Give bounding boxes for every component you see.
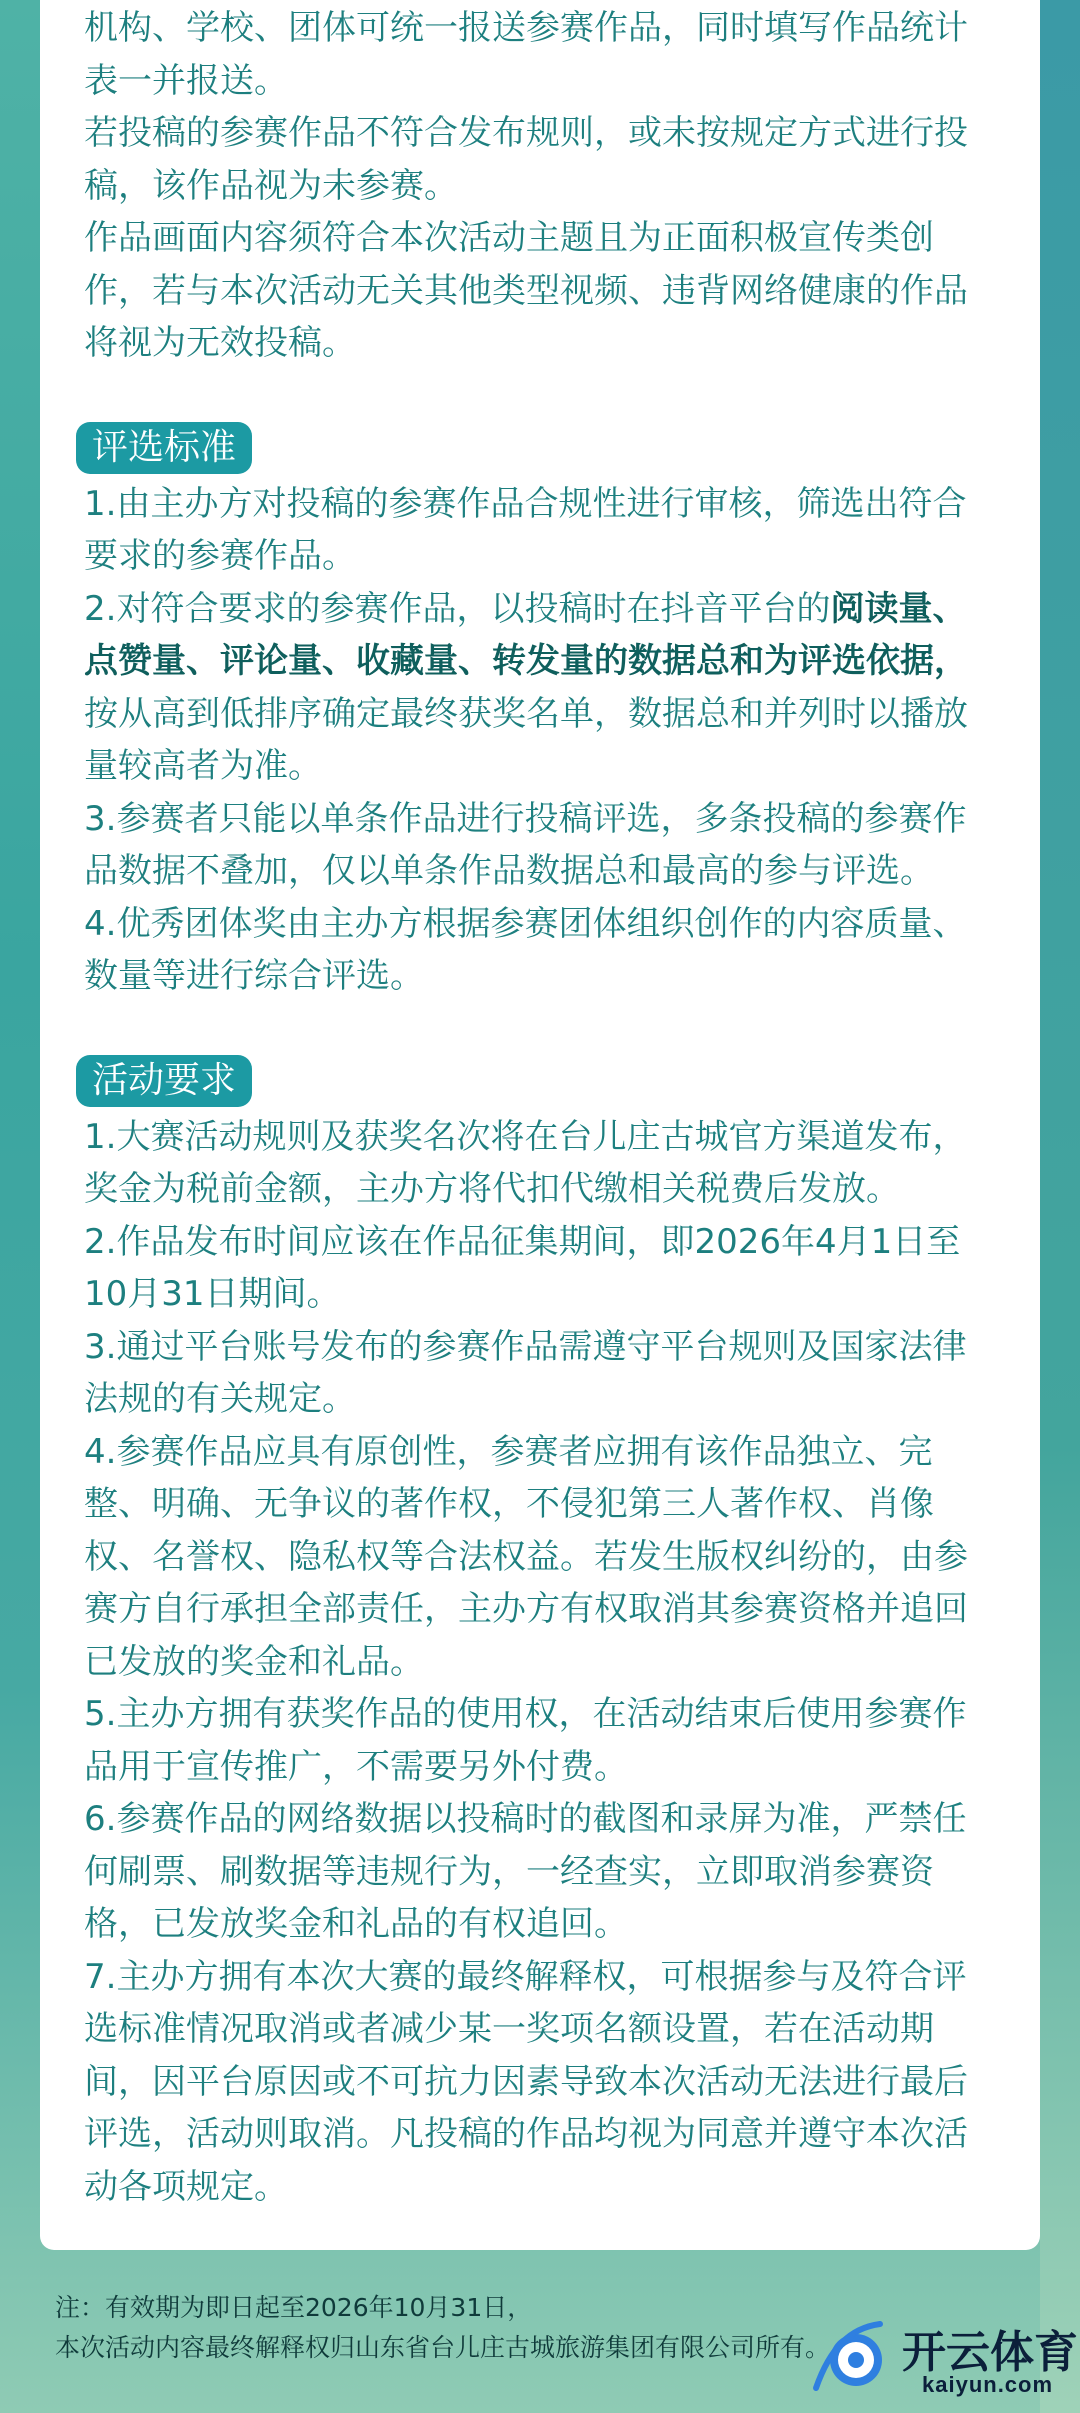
requirements-heading: 活动要求 (76, 1055, 252, 1107)
requirement-item: 5.主办方拥有获奖作品的使用权，在活动结束后使用参赛作品用于宣传推广，不需要另外付费。 (84, 1694, 967, 1787)
criteria-item (84, 583, 996, 793)
criteria-item: 1.由主办方对投稿的参赛作品合规性进行审核，筛选出符合要求的参赛作品。 (84, 483, 967, 576)
footer-validity: 注：有效期为即日起至2026年10月31日， (55, 2293, 533, 2322)
intro-paragraph: 作品画面内容须符合本次活动主题且为正面积极宣传类创作，若与本次活动无关其他类型视频、违背网络健康的作品将视为无效投稿。 (84, 218, 968, 363)
requirement-item: 3.通过平台账号发布的参赛作品需遵守平台规则及国家法律法规的有关规定。 (84, 1326, 967, 1419)
criteria-item-text: 按从高到低排序确定最终获奖名单，数据总和并列时以播放量较高者为准。 (84, 693, 968, 786)
criteria-item: 3.参赛者只能以单条作品进行投稿评选，多条投稿的参赛作品数据不叠加，仅以单条作品数据总和最高的参与评选。 (84, 798, 967, 891)
footer-note (55, 2288, 830, 2368)
intro-paragraph: 机构、学校、团体可统一报送参赛作品，同时填写作品统计表一并报送。 (84, 8, 968, 101)
background-edge (1040, 0, 1080, 2413)
intro-paragraph: 若投稿的参赛作品不符合发布规则，或未按规定方式进行投稿，该作品视为未参赛。 (84, 113, 968, 206)
requirement-item: 4.参赛作品应具有原创性，参赛者应拥有该作品独立、完整、明确、无争议的著作权，不侵犯第三人著作权、肖像权、名誉权、隐私权等合法权益。若发生版权纠纷的，由参赛方自行承担全部责任，主办方有权取消其参赛资格并追回已发放的奖金和礼品。 (84, 1431, 968, 1682)
requirement-item: 6.参赛作品的网络数据以投稿时的截图和录屏为准，严禁任何刷票、刷数据等违规行为，一经查实，立即取消参赛资格，已发放奖金和礼品的有权追回。 (84, 1799, 967, 1944)
requirement-item: 7.主办方拥有本次大赛的最终解释权，可根据参与及符合评选标准情况取消或者减少某一奖项名额设置，若在活动期间，因平台原因或不可抗力因素导致本次活动无法进行最后评选，活动则取消。凡投稿的作品均视为同意并遵守本次活动各项规定。 (84, 1956, 968, 2207)
footer-rights: 本次活动内容最终解释权归山东省台儿庄古城旅游集团有限公司所有。 (55, 2333, 831, 2362)
criteria-item-text: 2.对符合要求的参赛作品，以投稿时在抖音平台的 (84, 588, 831, 629)
content-card (40, 0, 1040, 2250)
criteria-section (84, 422, 996, 1003)
brand-name-en: kaiyun.com (922, 2372, 1054, 2397)
intro-section (84, 0, 996, 370)
criteria-item: 4.优秀团体奖由主办方根据参赛团体组织创作的内容质量、数量等进行综合评选。 (84, 903, 967, 996)
brand-name-cn: 开云体育 (902, 2327, 1078, 2378)
requirements-section (84, 1055, 996, 2214)
brand-logo (810, 2310, 1080, 2413)
criteria-heading: 评选标准 (76, 422, 252, 474)
criteria-emphasis: 阅读量、点赞量、评论量、收藏量、转发量的数据总和为评选依据， (84, 588, 968, 681)
kaiyun-logo-icon (810, 2318, 890, 2398)
requirement-item: 1.大赛活动规则及获奖名次将在台儿庄古城官方渠道发布，奖金为税前金额，主办方将代扣代缴相关税费后发放。 (84, 1116, 967, 1209)
requirement-item: 2.作品发布时间应该在作品征集期间，即2026年4月1日至10月31日期间。 (84, 1221, 961, 1314)
